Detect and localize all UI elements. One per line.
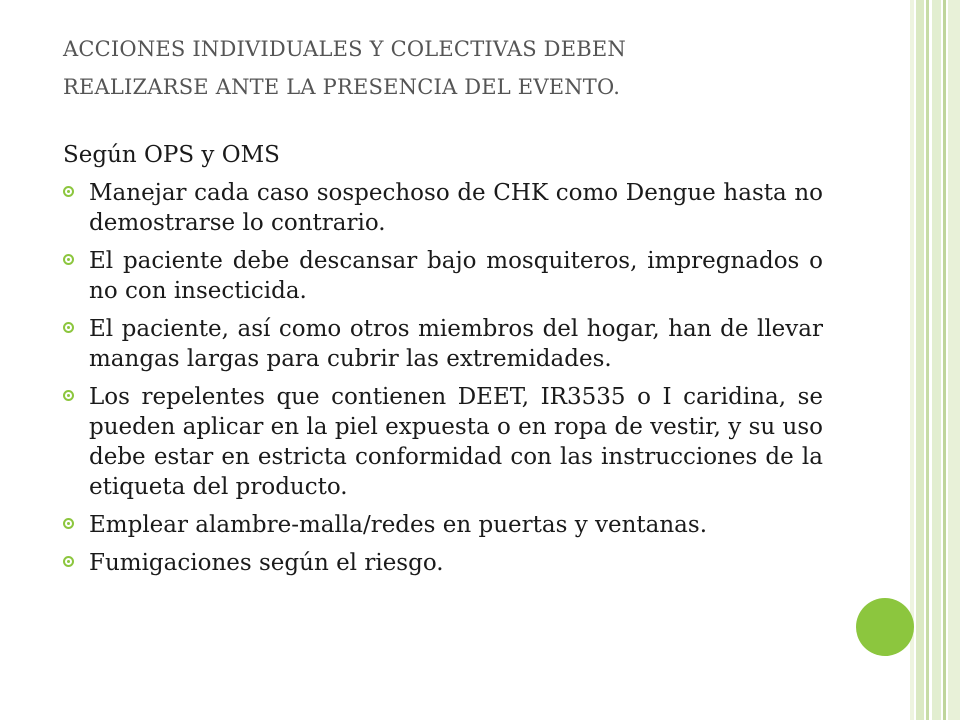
bullet-icon (63, 556, 74, 567)
stripe (926, 0, 929, 720)
list-item (63, 548, 823, 578)
bullet-text: El paciente, así como otros miembros del hogar, han de llevar mangas largas para cubrir las extremidades. (89, 316, 823, 372)
bullet-text: Emplear alambre-malla/redes en puertas y ventanas. (89, 512, 708, 538)
list-item (63, 314, 823, 374)
stripe (910, 0, 914, 720)
list-item (63, 382, 823, 502)
bullet-text: Manejar cada caso sospechoso de CHK como Dengue hasta no demostrarse lo contrario. (89, 180, 823, 236)
intro-text: Según OPS y OMS (63, 142, 280, 168)
bullet-icon (63, 322, 74, 333)
list-item (63, 510, 823, 540)
stripe (948, 0, 960, 720)
title-line-2: REALIZARSE ANTE LA PRESENCIA DEL EVENTO. (63, 75, 621, 99)
list-item (63, 178, 823, 238)
slide-title (63, 30, 863, 106)
slide-body (63, 140, 823, 586)
bullet-text: El paciente debe descansar bajo mosquiteros, impregnados o no con insecticida. (89, 248, 823, 304)
stripe (932, 0, 941, 720)
bullet-list (63, 178, 823, 578)
list-item (63, 246, 823, 306)
decorative-circle (856, 598, 914, 656)
bullet-icon (63, 186, 74, 197)
decorative-side-stripes (910, 0, 960, 720)
title-line-1: ACCIONES INDIVIDUALES Y COLECTIVAS DEBEN (63, 37, 626, 61)
bullet-text: Fumigaciones según el riesgo. (89, 550, 444, 576)
bullet-icon (63, 254, 74, 265)
bullet-text: Los repelentes que contienen DEET, IR3535 o I caridina, se pueden aplicar en la piel expuesta o en ropa de vestir, y su uso debe estar en estricta conformidad con las instrucciones de la etiqueta del producto. (89, 384, 823, 500)
bullet-icon (63, 390, 74, 401)
stripe (916, 0, 924, 720)
bullet-icon (63, 518, 74, 529)
stripe (943, 0, 946, 720)
